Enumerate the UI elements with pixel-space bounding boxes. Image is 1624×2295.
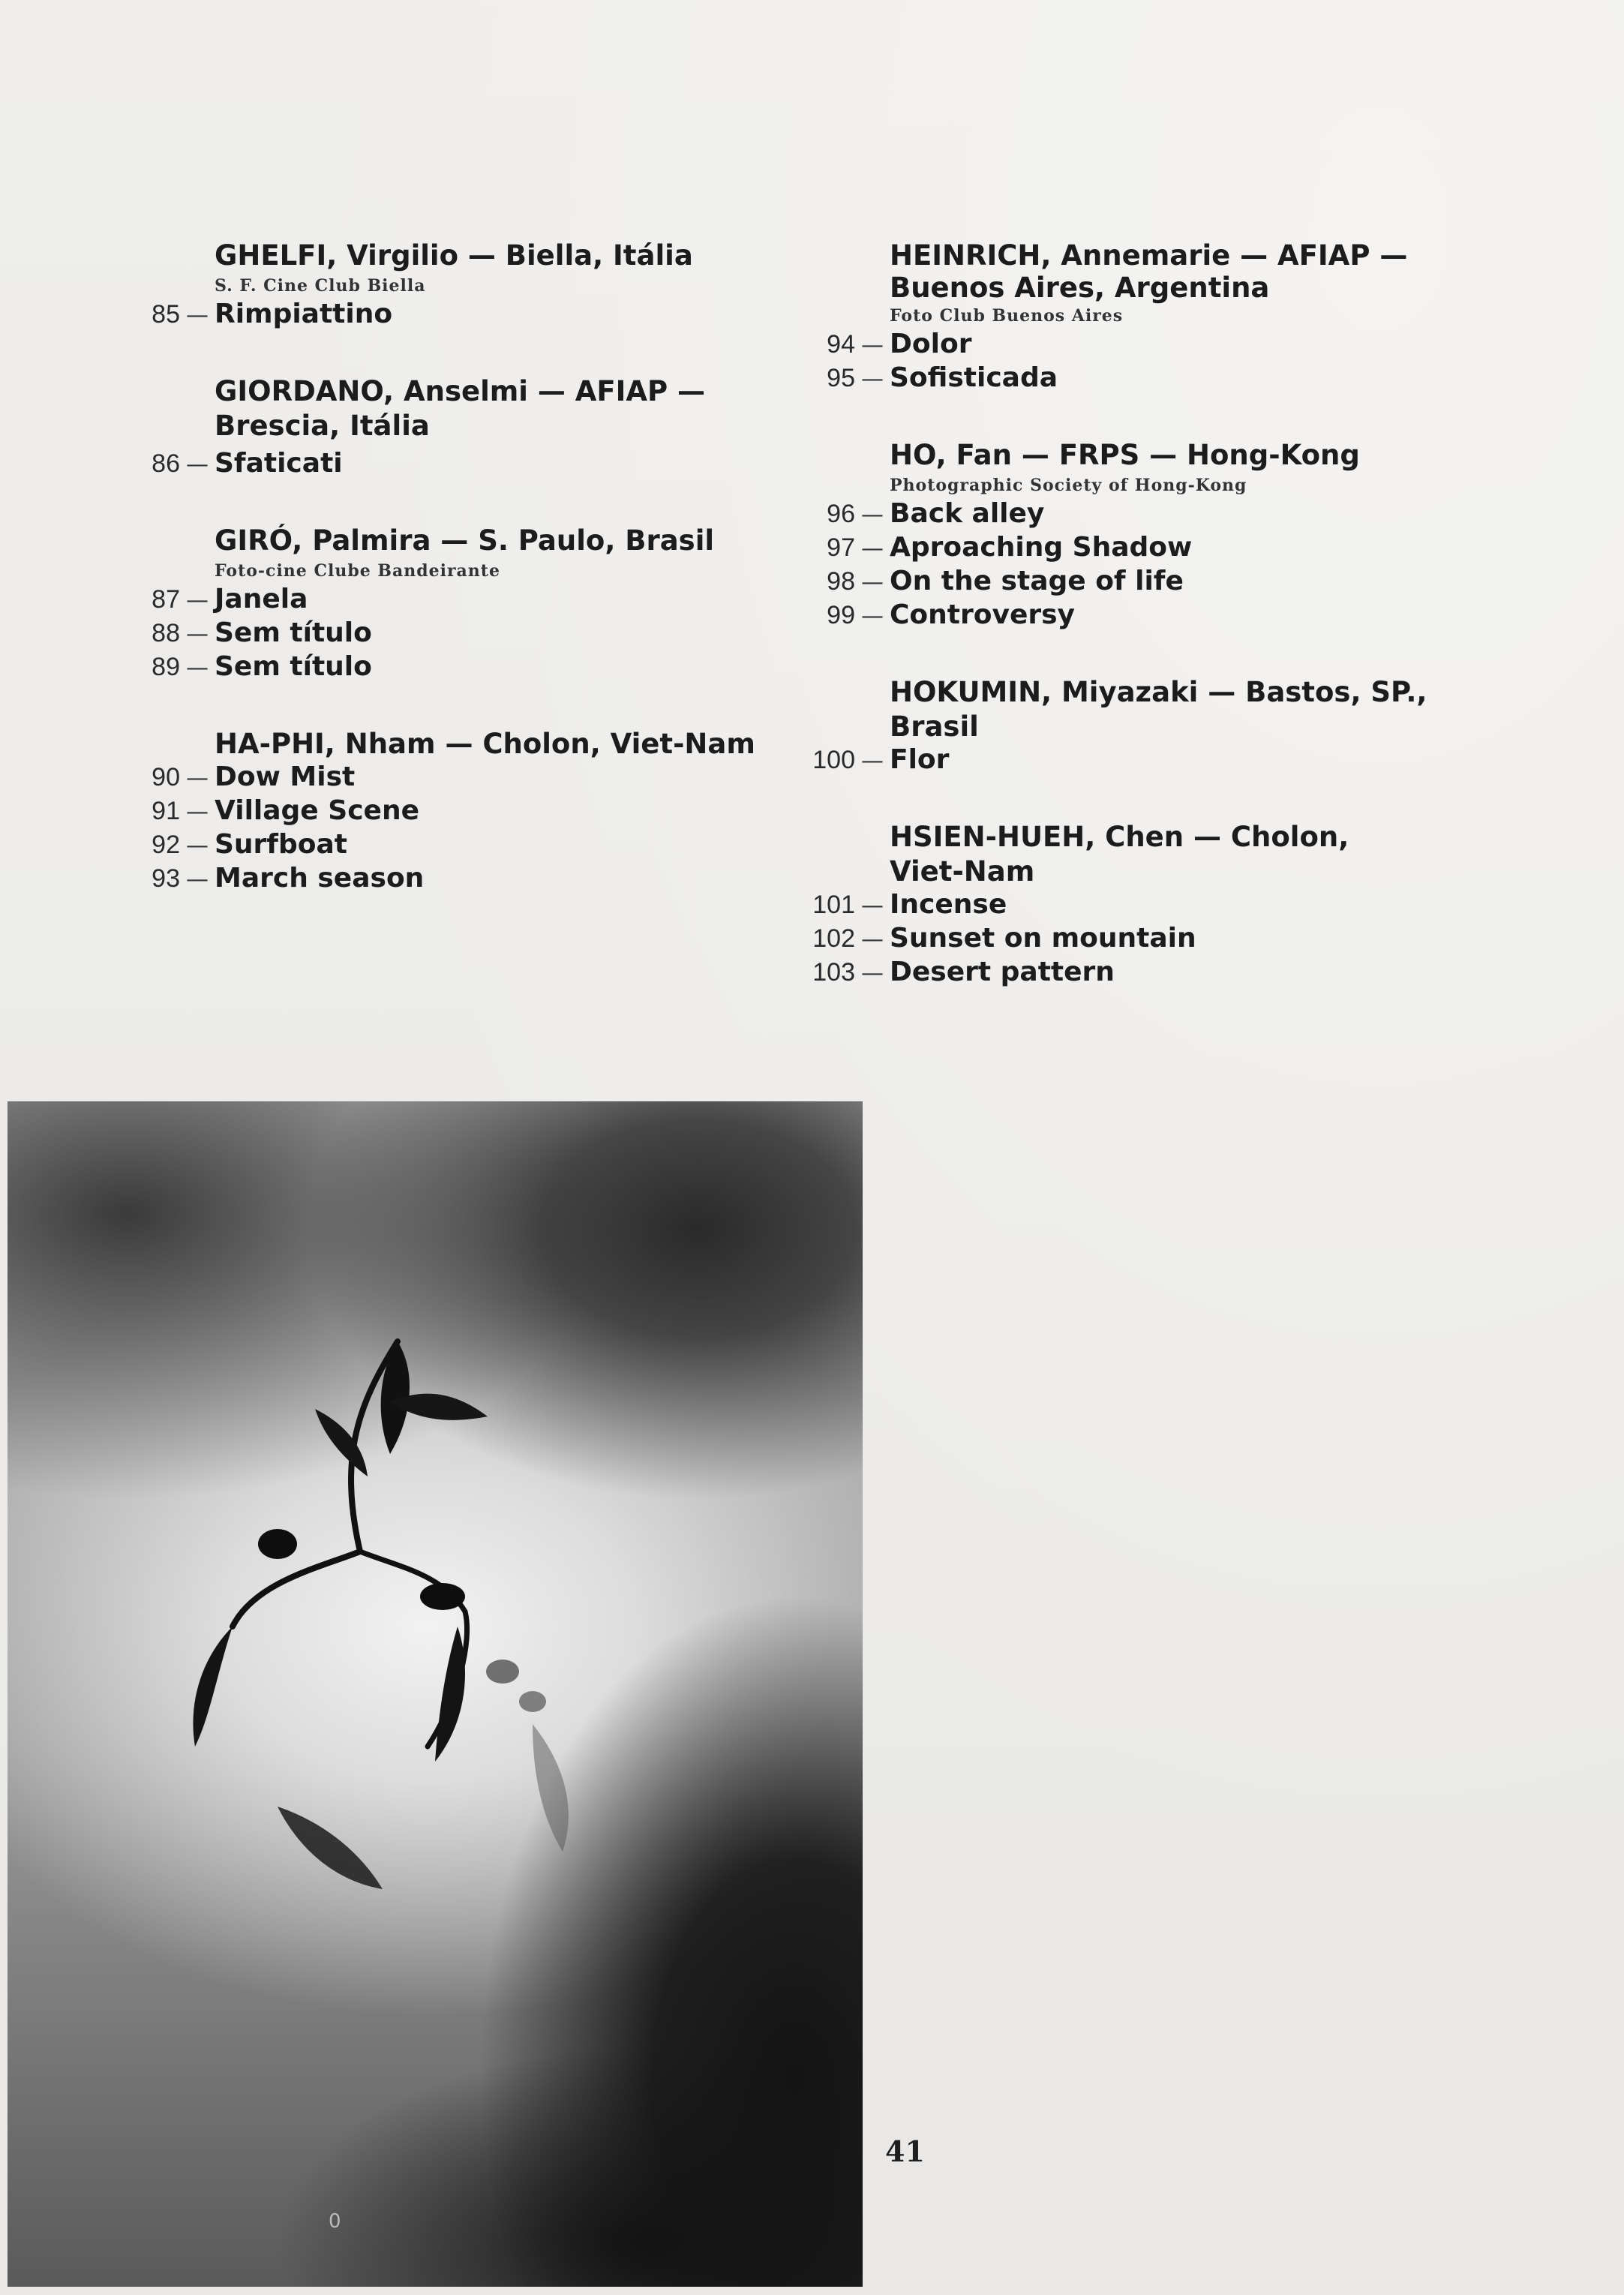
work-item [795, 599, 1470, 633]
dash-separator: — [186, 302, 209, 329]
work-number: 90 [152, 763, 180, 792]
author-location: Viet-Nam [890, 855, 1035, 888]
work-number: 85 [152, 300, 180, 329]
entry-ghelfi [120, 239, 795, 332]
work-item [795, 957, 1470, 990]
work-number: 102 [812, 924, 855, 953]
work-item [120, 761, 795, 795]
work-item [795, 329, 1470, 362]
plant-silhouette-graphic [8, 1101, 863, 2287]
work-title: On the stage of life [890, 566, 1184, 596]
work-title: Dolor [890, 329, 972, 359]
entry-heinrich [795, 239, 1470, 396]
dash-separator: — [861, 748, 884, 774]
work-title: Aproaching Shadow [890, 532, 1193, 563]
work-number: 93 [152, 864, 180, 893]
entry-hokumin [795, 675, 1470, 778]
work-title: Flor [890, 744, 950, 775]
dash-separator: — [861, 603, 884, 629]
dash-separator: — [861, 502, 884, 528]
entry-hsien-hueh [795, 820, 1470, 990]
work-item [120, 584, 795, 617]
work-number: 92 [152, 831, 180, 859]
work-item [795, 889, 1470, 923]
entry-giordano [120, 374, 795, 482]
work-number: 100 [812, 746, 855, 774]
club-name: Photographic Society of Hong-Kong [890, 476, 1247, 495]
work-number: 98 [827, 567, 855, 596]
work-title: Sunset on mountain [890, 923, 1196, 954]
entry-ho-fan [795, 438, 1470, 633]
work-title: Incense [890, 889, 1007, 920]
work-title: Sem título [215, 651, 372, 682]
dash-separator: — [861, 332, 884, 359]
work-title: Sem título [215, 617, 372, 648]
work-title: Back alley [890, 498, 1045, 529]
dash-separator: — [861, 536, 884, 562]
work-title: Desert pattern [890, 957, 1115, 987]
work-item [795, 744, 1470, 778]
club-name: S. F. Cine Club Biella [215, 276, 426, 296]
work-title: Rimpiattino [215, 299, 393, 329]
work-title: Surfboat [215, 829, 347, 860]
work-item [120, 795, 795, 829]
author-location: Brescia, Itália [215, 410, 430, 442]
author-name: HA-PHI, Nham — Cholon, Viet-Nam [215, 728, 755, 760]
club-name: Foto-cine Clube Bandeirante [215, 561, 500, 581]
work-number: 97 [827, 533, 855, 562]
dash-separator: — [186, 452, 209, 478]
work-title: Sfaticati [215, 448, 343, 479]
work-number: 86 [152, 449, 180, 478]
work-item [795, 362, 1470, 396]
work-number: 101 [812, 891, 855, 919]
work-title: Janela [215, 584, 308, 614]
work-number: 99 [827, 601, 855, 629]
work-title: Sofisticada [890, 362, 1058, 393]
author-location: Buenos Aires, Argentina [890, 272, 1270, 304]
dash-separator: — [186, 587, 209, 614]
dash-separator: — [861, 366, 884, 392]
right-column [795, 239, 1470, 1032]
club-name: Foto Club Buenos Aires [890, 306, 1124, 326]
dash-separator: — [861, 569, 884, 596]
work-number: 88 [152, 619, 180, 647]
work-title: Village Scene [215, 795, 419, 826]
photo-corner-mark: 0 [329, 2210, 341, 2233]
dash-separator: — [186, 621, 209, 647]
work-item [120, 829, 795, 863]
work-title: Dow Mist [215, 761, 356, 792]
dash-separator: — [861, 927, 884, 953]
dash-separator: — [186, 833, 209, 859]
dash-separator: — [186, 765, 209, 792]
work-number: 89 [152, 653, 180, 681]
work-title: March season [215, 863, 425, 894]
dash-separator: — [186, 799, 209, 825]
author-name: HO, Fan — FRPS — Hong-Kong [890, 439, 1360, 471]
work-item [120, 299, 795, 332]
work-item [120, 651, 795, 685]
work-item [795, 532, 1470, 566]
page-number: 41 [885, 2134, 925, 2168]
dash-separator: — [186, 655, 209, 681]
dash-separator: — [861, 960, 884, 987]
author-name: GIORDANO, Anselmi — AFIAP — [215, 375, 706, 407]
work-title: Controversy [890, 599, 1076, 630]
entry-giro [120, 524, 795, 685]
work-number: 103 [812, 958, 855, 987]
author-name: HSIEN-HUEH, Chen — Cholon, [890, 821, 1349, 853]
work-item [120, 448, 795, 482]
work-number: 96 [827, 500, 855, 528]
author-name: GHELFI, Virgilio — Biella, Itália [215, 239, 693, 272]
dash-separator: — [186, 867, 209, 893]
flower-photograph [8, 1101, 863, 2287]
author-name: GIRÓ, Palmira — S. Paulo, Brasil [215, 524, 715, 557]
work-item [120, 617, 795, 651]
entry-ha-phi [120, 727, 795, 897]
author-location: Brasil [890, 710, 979, 743]
work-item [120, 863, 795, 897]
work-number: 87 [152, 585, 180, 614]
left-column [120, 239, 795, 939]
work-item [795, 923, 1470, 957]
work-number: 94 [827, 330, 855, 359]
author-name: HEINRICH, Annemarie — AFIAP — [890, 239, 1408, 272]
author-name: HOKUMIN, Miyazaki — Bastos, SP., [890, 676, 1427, 708]
work-item [795, 498, 1470, 532]
work-number: 91 [152, 797, 180, 825]
dash-separator: — [861, 893, 884, 919]
work-number: 95 [827, 364, 855, 392]
work-item [795, 566, 1470, 599]
